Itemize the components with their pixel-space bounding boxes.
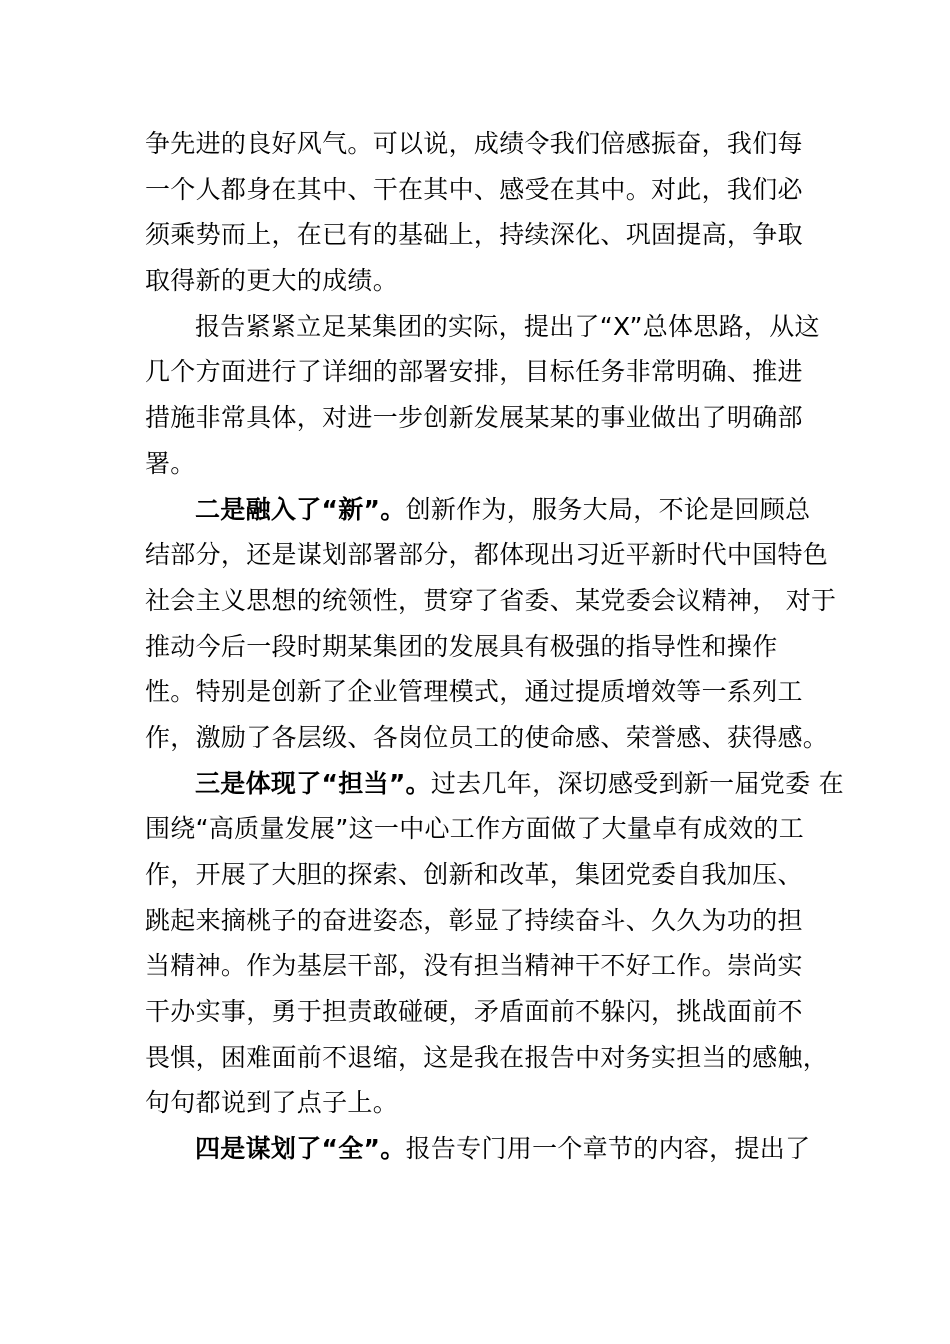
paragraph-1-line-2: 一个人都身在其中、干在其中、感受在其中。对此，我们必 <box>145 174 803 204</box>
paragraph-3-heading: 二是融入了“新”。 <box>195 494 406 524</box>
paragraph-3-line-6: 作，激励了各层级、各岗位员工的使命感、荣誉感、获得感。 <box>145 722 829 752</box>
paragraph-3-line-2: 结部分，还是谋划部署部分，都体现出习近平新时代中国特色 <box>145 540 829 570</box>
paragraph-3-line-4: 推动今后一段时期某集团的发展具有极强的指导性和操作 <box>145 631 778 661</box>
paragraph-4-first-rest: 过去几年，深切感受到新一届党委 在 <box>430 768 844 798</box>
paragraph-3-first-rest: 创新作为，服务大局，不论是回顾总 <box>405 494 811 524</box>
paragraph-4-line-2: 围绕“高质量发展”这一中心工作方面做了大量卓有成效的工 <box>145 814 805 844</box>
paragraph-4-line-7: 畏惧，困难面前不退缩，这是我在报告中对务实担当的感触， <box>145 1042 829 1072</box>
paragraph-4-line-8: 句句都说到了点子上。 <box>145 1088 399 1118</box>
paragraph-1-line-3: 须乘势而上，在已有的基础上，持续深化、巩固提高，争取 <box>145 220 803 250</box>
paragraph-3-line-5: 性。特别是创新了企业管理模式，通过提质增效等一系列工 <box>145 677 803 707</box>
paragraph-2-line-3: 措施非常具体，对进一步创新发展某某的事业做出了明确部 <box>145 403 803 433</box>
paragraph-5-line-1 <box>145 1126 845 1172</box>
paragraph-4-line-4: 跳起来摘桃子的奋进姿态，彰显了持续奋斗、久久为功的担 <box>145 905 803 935</box>
paragraph-4-line-6: 干办实事，勇于担责敢碰硬，矛盾面前不躲闪，挑战面前不 <box>145 997 803 1027</box>
paragraph-4-line-3: 作，开展了大胆的探索、创新和改革，集团党委自我加压、 <box>145 860 803 889</box>
document-body <box>145 121 845 1172</box>
paragraph-5-heading: 四是谋划了“全”。 <box>195 1134 406 1164</box>
paragraph-1-line-1: 争先进的良好风气。可以说，成绩令我们倍感振奋，我们每 <box>145 129 803 158</box>
paragraph-4-heading: 三是体现了“担当”。 <box>195 768 431 798</box>
paragraph-3-line-1 <box>145 487 845 533</box>
paragraph-2-line-4: 署。 <box>145 448 196 478</box>
paragraph-4-line-5: 当精神。作为基层干部，没有担当精神干不好工作。崇尚实 <box>145 951 803 981</box>
paragraph-1-line-4: 取得新的更大的成绩。 <box>145 266 399 296</box>
paragraph-4-line-1 <box>145 761 845 807</box>
paragraph-2-line-1: 报告紧紧立足某集团的实际，提出了“X”总体思路，从这 <box>195 311 820 341</box>
paragraph-5-first-rest: 报告专门用一个章节的内容，提出了 <box>405 1134 811 1164</box>
paragraph-2-line-2: 几个方面进行了详细的部署安排，目标任务非常明确、推进 <box>145 357 803 387</box>
paragraph-3-line-3: 社会主义思想的统领性，贯穿了省委、某党委会议精神， 对于 <box>145 585 837 615</box>
